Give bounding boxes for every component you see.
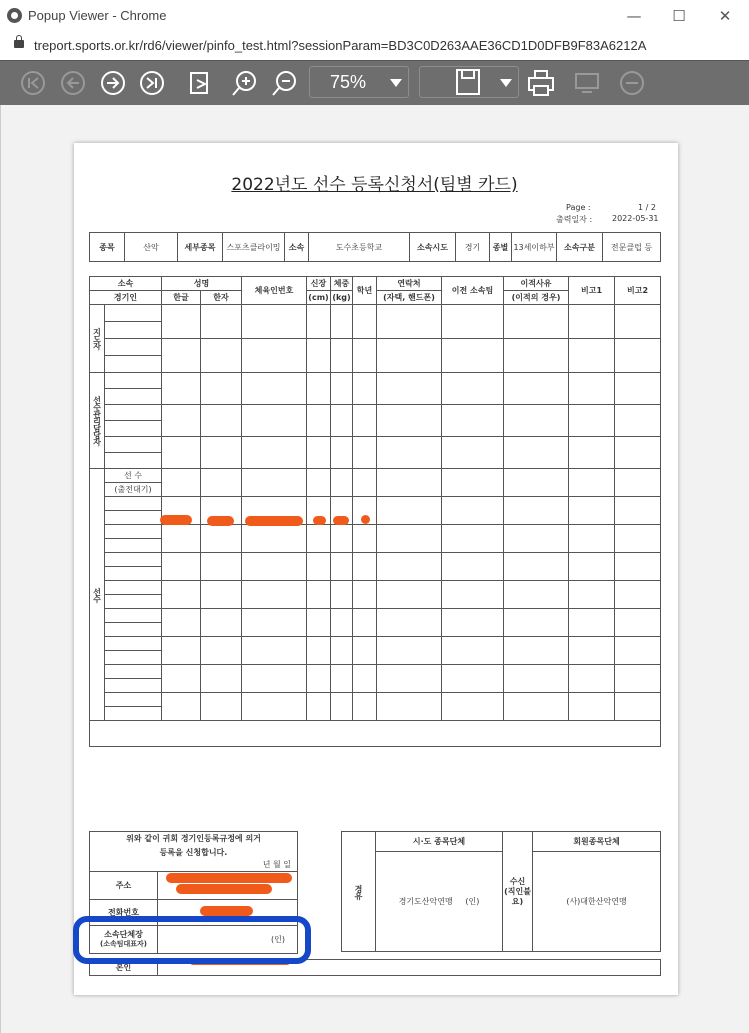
highlight-annotation — [73, 916, 311, 964]
redaction-mark — [160, 515, 192, 525]
name-han-header: 한자 — [201, 291, 242, 305]
contact-sub: (자택, 핸드폰) — [377, 291, 442, 305]
role-header: 경기인 — [90, 291, 162, 305]
redaction-mark — [333, 516, 349, 525]
note2-header: 비고2 — [615, 277, 661, 305]
type-label: 소속구분 — [557, 233, 603, 262]
person-label: 본인 — [90, 960, 158, 976]
city-org-label: 시·도 종목단체 — [376, 832, 503, 852]
viewer-toolbar — [0, 60, 749, 106]
recv-label: 수신 — [509, 876, 526, 886]
close-viewer-icon[interactable] — [617, 68, 647, 98]
address-label: 주소 — [90, 872, 158, 900]
sport-label: 종목 — [90, 233, 125, 262]
type-value: 전문클럽 등 — [603, 233, 661, 262]
height-unit: (cm) — [307, 291, 331, 305]
phone-label: 전화번호 — [90, 900, 158, 926]
transfer-header: 이적사유 — [504, 277, 569, 291]
recv-sub: (직인불요) — [504, 886, 531, 906]
athlete-row-label: 선 수 — [105, 469, 162, 483]
subsport-value: 스포츠클라이밍 — [223, 233, 285, 262]
lock-icon — [14, 40, 24, 48]
save-select[interactable] — [419, 66, 519, 98]
head-label: 소속단체장 — [104, 930, 143, 939]
window-titlebar — [0, 0, 749, 32]
maximize-button[interactable]: ☐ — [672, 7, 686, 25]
address-bar[interactable] — [0, 32, 749, 60]
redaction-mark — [313, 516, 326, 525]
class-value: 13세이하부 — [512, 233, 557, 262]
redaction-mark — [200, 906, 253, 916]
sport-value: 산악 — [125, 233, 178, 262]
last-page-icon[interactable] — [137, 68, 167, 98]
zoom-select[interactable] — [309, 66, 409, 98]
team-value: 도수초등학교 — [309, 233, 410, 262]
url-text: treport.sports.or.kr/rd6/viewer/pinfo_test.html?sessionParam=BD3C0D263AAE36CD1D0DFB9F83A6212A — [34, 38, 647, 53]
info-table — [89, 232, 661, 262]
via-label: 경유 — [342, 832, 376, 952]
city-org-seal: (인) — [465, 897, 480, 906]
city-label: 소속시도 — [410, 233, 456, 262]
zoom-in-icon[interactable] — [230, 68, 260, 98]
print-date-value: 2022-05-31 — [612, 214, 659, 223]
chevron-down-icon — [390, 79, 402, 87]
first-page-icon[interactable] — [18, 68, 48, 98]
zoom-out-icon[interactable] — [270, 68, 300, 98]
transfer-sub: (이적의 경우) — [504, 291, 569, 305]
routing-table — [341, 831, 661, 952]
coach-section-label: 지도자 — [90, 305, 105, 373]
grade-header: 학년 — [353, 277, 377, 305]
goto-page-icon[interactable] — [185, 68, 215, 98]
zoom-value: 75% — [330, 72, 367, 92]
chevron-down-icon — [500, 79, 512, 87]
export-icon[interactable] — [572, 68, 602, 98]
class-label: 종별 — [490, 233, 512, 262]
sport-id-header: 체육인번호 — [242, 277, 307, 305]
head-seal: (인) — [158, 926, 298, 954]
contact-header: 연락처 — [377, 277, 442, 291]
team-label: 소속 — [285, 233, 309, 262]
print-icon[interactable] — [526, 68, 556, 98]
height-header: 신장 — [307, 277, 331, 291]
redaction-mark — [245, 516, 303, 526]
close-button[interactable]: ✕ — [718, 7, 732, 25]
member-org-value: (사)대한산악연맹 — [533, 852, 661, 952]
head-sub: (소속팀대표자) — [100, 940, 147, 948]
manager-section-label: 선수관리담당자 — [90, 373, 105, 469]
redaction-mark — [361, 515, 370, 524]
member-org-label: 회원종목단체 — [533, 832, 661, 852]
print-date-label: 출력일자 : — [556, 215, 593, 224]
document-title: 2022년도 선수 등록신청서(팀별 카드) — [231, 175, 518, 195]
city-org-value: 경기도산악연맹 — [398, 897, 453, 906]
athlete-row-sublabel: (출전대기) — [105, 483, 162, 497]
weight-header: 체중 — [331, 277, 353, 291]
athlete-section-label: 선수 — [90, 469, 105, 721]
city-value: 경기 — [456, 233, 490, 262]
window-title: Popup Viewer - Chrome — [28, 8, 167, 23]
name-ko-header: 한글 — [162, 291, 201, 305]
next-page-icon[interactable] — [98, 68, 128, 98]
weight-unit: (kg) — [331, 291, 353, 305]
statement-line2: 등록을 신청합니다. — [90, 846, 298, 859]
redaction-mark — [207, 516, 234, 526]
affil-header: 소속 — [90, 277, 162, 291]
save-icon — [453, 67, 483, 97]
statement-line1: 위와 같이 귀회 경기인등록규정에 의거 — [90, 832, 298, 846]
page-label: Page : — [566, 203, 591, 212]
prev-page-icon[interactable] — [58, 68, 88, 98]
page-value: 1 / 2 — [638, 203, 656, 212]
name-header: 성명 — [162, 277, 242, 291]
redaction-mark — [176, 884, 272, 894]
note1-header: 비고1 — [569, 277, 615, 305]
subsport-label: 세부종목 — [178, 233, 223, 262]
application-date: 년 월 일 — [90, 859, 298, 872]
redaction-mark — [166, 873, 292, 883]
prev-team-header: 이전 소속팀 — [442, 277, 504, 305]
minimize-button[interactable]: — — [626, 7, 642, 25]
roster-table — [89, 276, 661, 747]
chrome-icon — [7, 8, 22, 23]
